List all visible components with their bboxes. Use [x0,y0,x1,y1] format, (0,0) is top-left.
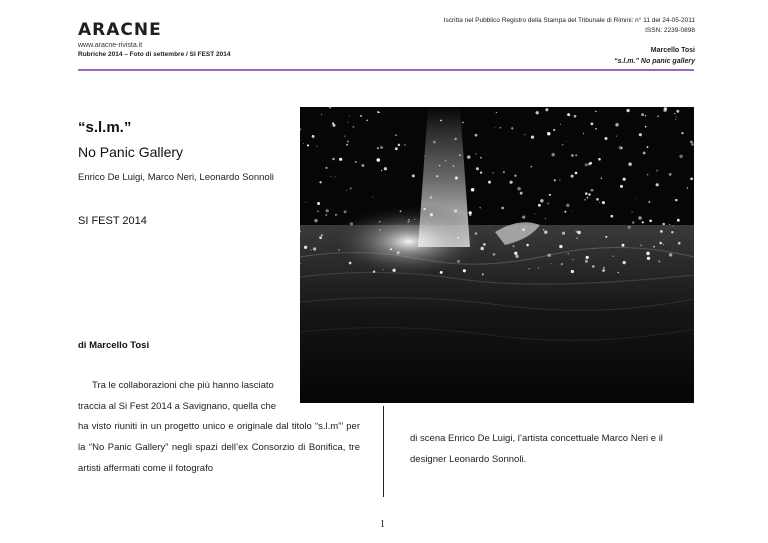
droplet [483,243,486,246]
droplet [475,153,476,154]
droplet [350,187,352,189]
aracne-logo: ARACNE [78,20,162,40]
droplet [512,245,514,247]
droplet [471,188,474,191]
droplet [628,226,631,229]
droplet [395,134,397,136]
droplet [395,147,398,150]
droplet [536,111,539,114]
droplet [338,249,340,251]
droplet [615,123,618,126]
droplet [503,171,505,173]
droplet [585,192,588,195]
droplet [414,219,415,220]
droplet [494,127,495,128]
droplet [669,173,672,176]
droplet [355,161,357,163]
droplet [457,237,459,239]
droplet [549,194,551,196]
droplet [657,115,659,117]
artists-line: Enrico De Luigi, Marco Neri, Leonardo Sonnoli [78,172,274,183]
droplet [440,271,443,274]
droplet [659,242,662,245]
droplet [571,175,574,178]
droplet [346,144,348,146]
droplet [551,263,552,264]
droplet [412,174,415,177]
droplet [641,113,644,116]
body-text-intro [78,375,294,417]
droplet [653,246,655,248]
droplet [509,181,512,184]
droplet [439,165,440,166]
droplet [591,189,594,192]
droplet [559,245,562,248]
droplet [383,269,384,270]
droplet [571,154,574,157]
droplet [618,272,619,273]
body-text-right-column: di scena Enrico De Luigi, l’artista concettuale Marco Neri e il designer Leonardo Sonnoli. [410,433,663,465]
droplet [591,122,594,125]
droplet [480,247,484,251]
droplet [526,244,529,247]
droplet [377,111,379,113]
droplet [528,268,530,270]
droplet [400,210,402,212]
droplet [647,257,650,260]
droplet [587,197,589,199]
droplet [638,216,642,220]
droplet [669,253,672,256]
droplet [576,237,578,239]
droplet [566,141,567,142]
droplet [585,163,588,166]
droplet [553,129,555,131]
droplet [687,187,689,189]
droplet [397,251,400,254]
header-rule [78,69,694,71]
droplet [423,208,425,210]
droplet [333,124,336,127]
droplet [457,260,460,263]
droplet [313,247,316,250]
droplet [676,116,677,117]
droplet [325,214,327,216]
droplet [346,190,347,191]
droplet [307,144,309,146]
droplet [522,215,525,218]
droplet [572,211,573,212]
droplet [679,155,683,159]
droplet [681,132,683,134]
droplet [352,126,354,128]
droplet [671,231,673,233]
droplet [599,153,600,154]
droplet [390,248,392,250]
droplet [674,113,675,114]
droplet [602,201,605,204]
droplet [349,116,350,117]
droplet [623,261,626,264]
section-label: Rubriche 2014 – Foto di settembre / SI FEST 2014 [78,51,231,58]
droplet [347,140,349,142]
droplet [543,229,544,230]
droplet [538,204,541,207]
droplet [440,120,442,122]
droplet [493,172,494,173]
droplet [632,212,633,213]
droplet [575,172,578,175]
droplet [303,143,304,144]
droplet [559,179,560,180]
body-line: traccia al Si Fest 2014 a Savignano, quella che [78,401,277,412]
droplet [379,221,380,222]
body-line: Tra le collaborazioni che più hanno lasciato [92,380,274,391]
droplet [588,193,591,196]
droplet [592,265,594,267]
droplet [658,260,660,262]
droplet [568,253,569,254]
droplet [514,252,517,255]
droplet [384,167,387,170]
droplet [662,223,665,226]
droplet [538,267,539,268]
droplet [476,167,479,170]
droplet [500,127,501,128]
droplet [317,202,320,205]
droplet [524,134,525,135]
droplet [430,213,433,216]
droplet [595,128,597,130]
article-photo [300,107,694,403]
droplet [673,225,674,226]
droplet [544,231,547,234]
droplet [372,197,373,198]
droplet [561,263,563,265]
droplet [454,138,456,140]
droplet [676,110,679,113]
droplet [501,207,504,210]
droplet [360,115,362,117]
droplet [350,222,353,225]
droplet [514,174,516,176]
droplet [462,122,463,123]
droplet [583,133,584,134]
registry-note: Iscritta nel Pubblico Registro della Stampa del Tribunale di Rimini: n° 11 del 24-05-2011 [443,17,695,24]
droplet [321,114,322,115]
droplet [562,144,564,146]
droplet [632,221,634,223]
droplet [493,253,496,256]
droplet [545,108,548,111]
droplet [453,140,454,141]
article-title: “s.l.m.” [78,119,132,136]
droplet [623,178,626,181]
droplet [404,144,405,145]
droplet [377,158,381,162]
droplet [635,198,636,199]
droplet [331,125,332,126]
droplet [669,224,670,225]
droplet [675,199,677,201]
droplet [645,126,647,128]
droplet [576,230,578,232]
droplet [610,215,613,218]
droplet [445,160,447,162]
droplet [455,176,458,179]
issn-label: ISSN: 2239-0898 [645,27,695,34]
droplet [314,219,318,223]
droplet [379,229,381,231]
droplet [678,242,681,245]
droplet [459,213,460,214]
droplet [540,199,543,202]
droplet [436,175,438,177]
droplet [454,209,457,212]
droplet [649,219,652,222]
droplet [475,232,478,235]
droplet [554,179,556,181]
droplet [452,165,454,167]
droplet [595,111,597,113]
droplet [430,196,433,199]
droplet [647,174,648,175]
droplet [598,158,601,161]
droplet [332,158,335,161]
droplet [326,209,329,212]
droplet [335,214,337,216]
droplet [516,255,519,258]
droplet [433,141,436,144]
droplet [571,270,574,273]
droplet [604,137,607,140]
photo-illustration [300,107,694,403]
droplet [316,146,317,147]
body-text-left-column: ha visto riuniti in un progetto unico e originale dal titolo “s.l.m”’ per la “No Panic Gallery” negli spazi dell’ex Consorzio di Bonifica, tre artisti affermati come il fotografo [78,421,360,474]
droplet [522,228,525,231]
site-url[interactable]: www.aracne-rivista.it [78,42,143,49]
droplet [564,211,566,213]
droplet [605,236,607,238]
droplet [547,132,550,135]
droplet [596,198,599,201]
droplet [344,210,347,213]
droplet [348,122,349,123]
droplet [392,269,395,272]
droplet [585,260,588,263]
droplet [616,136,617,137]
droplet [330,176,331,177]
droplet [332,122,334,124]
column-divider [383,406,384,497]
droplet [373,271,375,273]
droplet [551,153,554,156]
droplet [663,109,666,112]
droplet [531,135,534,138]
droplet [584,199,585,200]
droplet [480,157,482,159]
droplet [589,162,592,165]
droplet [480,171,482,173]
droplet [488,181,491,184]
droplet [645,115,647,117]
droplet [496,112,497,113]
droplet [601,178,603,180]
droplet [574,115,577,118]
droplet [517,187,521,191]
droplet [462,160,463,161]
droplet [379,112,380,113]
droplet [656,183,659,186]
droplet [647,146,649,148]
droplet [520,192,523,195]
droplet [475,134,478,137]
droplet [547,202,549,204]
droplet [459,154,461,156]
droplet [626,109,629,112]
droplet [325,167,327,169]
droplet [408,219,409,220]
droplet [586,256,589,259]
droplet [613,256,614,257]
droplet [620,185,623,188]
droplet [560,124,561,125]
gallery-name: No Panic Gallery [78,144,184,160]
byline: di Marcello Tosi [78,340,150,351]
droplet [334,176,335,177]
droplet [321,234,323,236]
droplet [548,254,551,257]
droplet [602,269,605,272]
header-author: Marcello Tosi [650,47,695,54]
droplet [530,166,532,168]
droplet [643,152,646,155]
droplet [463,269,466,272]
droplet [572,259,573,260]
droplet [317,211,318,212]
droplet [575,154,577,156]
festival-name: SI FEST 2014 [78,215,147,227]
droplet [675,119,676,120]
droplet [566,204,569,207]
droplet [319,181,321,183]
droplet [639,133,642,136]
droplet [511,127,513,129]
droplet [469,211,472,214]
droplet [622,244,625,247]
droplet [677,219,680,222]
droplet [690,141,693,144]
droplet [628,162,632,166]
droplet [366,120,368,122]
droplet [640,245,641,246]
droplet [690,177,693,180]
droplet [319,236,322,239]
droplet [398,144,401,147]
droplet [567,113,570,116]
droplet [642,221,644,223]
droplet [312,135,315,138]
droplet [480,207,481,208]
droplet [599,202,600,203]
droplet [304,246,307,249]
droplet [660,230,663,233]
droplet [407,221,409,223]
page-number: 1 [380,519,385,530]
droplet [467,155,470,158]
droplet [339,158,342,161]
droplet [381,170,382,171]
header-subtitle: “s.l.m.” No panic gallery [614,58,695,65]
droplet [344,135,345,136]
droplet [380,146,383,149]
droplet [648,201,649,202]
droplet [362,164,365,167]
droplet [377,147,379,149]
droplet [663,244,664,245]
droplet [545,218,546,219]
droplet [646,252,650,256]
droplet [562,232,565,235]
droplet [349,262,352,265]
droplet [482,273,484,275]
droplet [603,267,605,269]
droplet [305,202,306,203]
droplet [311,249,312,250]
droplet [534,214,535,215]
droplet [619,146,622,149]
droplet [691,143,694,146]
droplet [425,156,426,157]
droplet [656,170,658,172]
